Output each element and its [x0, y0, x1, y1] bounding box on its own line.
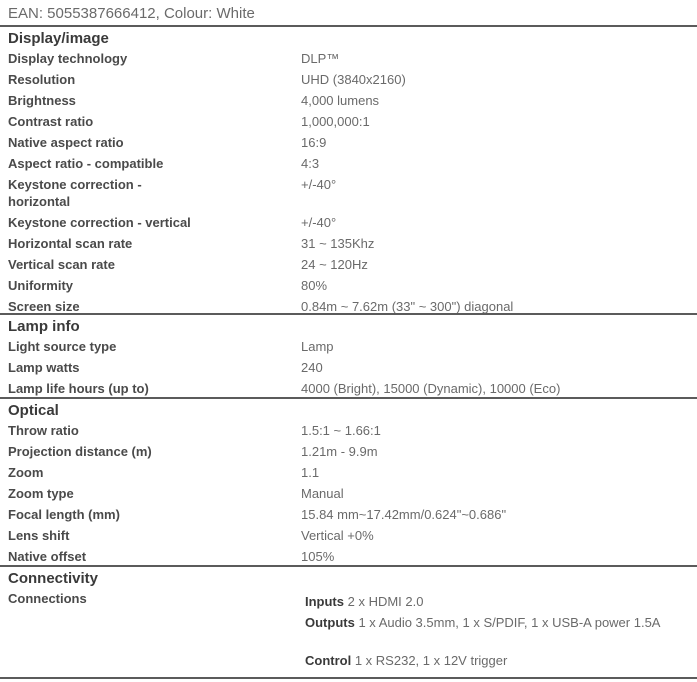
- spec-row: [0, 90, 697, 111]
- spec-row: [0, 132, 697, 153]
- spec-value: 1.5:1 ~ 1.66:1: [301, 423, 381, 438]
- spec-row: [0, 378, 697, 399]
- spec-value: +/-40°: [301, 215, 337, 230]
- spec-label: Projection distance (m): [8, 444, 152, 459]
- spec-row: [0, 441, 697, 462]
- spec-label: Brightness: [8, 93, 76, 108]
- section-title: Lamp info: [0, 313, 697, 336]
- spec-value: Manual: [301, 486, 344, 501]
- spec-row: [0, 525, 697, 546]
- spec-label: Keystone correction - vertical: [8, 215, 191, 230]
- spec-row: [0, 174, 697, 212]
- spec-row: [0, 48, 697, 69]
- spec-label: Connections: [8, 591, 87, 606]
- spec-label: Lens shift: [8, 528, 70, 543]
- ean-colour-line: EAN: 5055387666412, Colour: White: [8, 5, 255, 22]
- spec-value: 80%: [301, 278, 328, 293]
- spec-row: [0, 504, 697, 525]
- section-lamp-info: [0, 313, 697, 399]
- section-title: Display/image: [0, 25, 697, 48]
- spec-label: Native aspect ratio: [8, 135, 124, 150]
- spec-row: [0, 483, 697, 504]
- spec-label: Lamp watts: [8, 360, 80, 375]
- section-title: Optical: [0, 397, 697, 420]
- spec-value: 16:9: [301, 135, 327, 150]
- section-display-image: [0, 25, 697, 317]
- spec-label: Uniformity: [8, 278, 73, 293]
- spec-label: Horizontal scan rate: [8, 236, 133, 251]
- spec-label: Throw ratio: [8, 423, 79, 438]
- spec-row: [0, 336, 697, 357]
- spec-row: [0, 275, 697, 296]
- spec-label: Lamp life hours (up to): [8, 381, 149, 396]
- spec-value: 31 ~ 135Khz: [301, 236, 375, 251]
- spec-label: Light source type: [8, 339, 117, 354]
- spec-value: DLP™: [301, 51, 340, 66]
- connections-control: [305, 652, 665, 669]
- spec-label: Contrast ratio: [8, 114, 94, 129]
- outputs-value: 1 x Audio 3.5mm, 1 x S/PDIF, 1 x USB-A power 1.5A: [358, 615, 661, 630]
- section-optical: [0, 397, 697, 567]
- inputs-value: 2 x HDMI 2.0: [347, 594, 424, 609]
- spec-value: 1,000,000:1: [301, 114, 370, 129]
- spec-row: [0, 111, 697, 132]
- spec-value: 4,000 lumens: [301, 93, 380, 108]
- spec-label: Native offset: [8, 549, 87, 564]
- spec-value: 24 ~ 120Hz: [301, 257, 368, 272]
- spec-value: Vertical +0%: [301, 528, 374, 543]
- spec-value: 240: [301, 360, 323, 375]
- spec-row: [0, 153, 697, 174]
- outputs-label: Outputs: [305, 615, 355, 630]
- spec-row: [0, 69, 697, 90]
- spec-value: 0.84m ~ 7.62m (33" ~ 300") diagonal: [301, 299, 514, 314]
- spec-label: Aspect ratio - compatible: [8, 156, 164, 171]
- spec-label: Zoom type: [8, 486, 74, 501]
- spec-label: Display technology: [8, 51, 128, 66]
- spec-label: Vertical scan rate: [8, 257, 115, 272]
- spec-label: Resolution: [8, 72, 76, 87]
- spec-row: [0, 546, 697, 567]
- inputs-label: Inputs: [305, 594, 344, 609]
- spec-label: Keystone correction - horizontal: [8, 177, 142, 209]
- spec-row: [0, 462, 697, 483]
- spec-row: [0, 254, 697, 275]
- connections-inputs: [305, 593, 665, 610]
- spec-value: 4000 (Bright), 15000 (Dynamic), 10000 (Eco): [301, 381, 561, 396]
- spec-label: Zoom: [8, 465, 44, 480]
- spec-value: Lamp: [301, 339, 334, 354]
- spec-value: 105%: [301, 549, 335, 564]
- spec-row: [0, 357, 697, 378]
- spec-value: UHD (3840x2160): [301, 72, 406, 87]
- connections-outputs: [305, 614, 665, 631]
- spec-value: 15.84 mm~17.42mm/0.624"~0.686": [301, 507, 507, 522]
- spec-value: 4:3: [301, 156, 320, 171]
- control-label: Control: [305, 653, 352, 668]
- control-value: 1 x RS232, 1 x 12V trigger: [354, 653, 508, 668]
- spec-label: Screen size: [8, 299, 80, 314]
- spec-label: Focal length (mm): [8, 507, 120, 522]
- spec-row: [0, 420, 697, 441]
- bottom-divider: [0, 677, 697, 679]
- spec-row: [0, 233, 697, 254]
- spec-value: +/-40°: [301, 177, 337, 192]
- spec-value: 1.1: [301, 465, 320, 480]
- spec-row: [0, 212, 697, 233]
- section-title: Connectivity: [0, 565, 697, 588]
- spec-value: 1.21m - 9.9m: [301, 444, 378, 459]
